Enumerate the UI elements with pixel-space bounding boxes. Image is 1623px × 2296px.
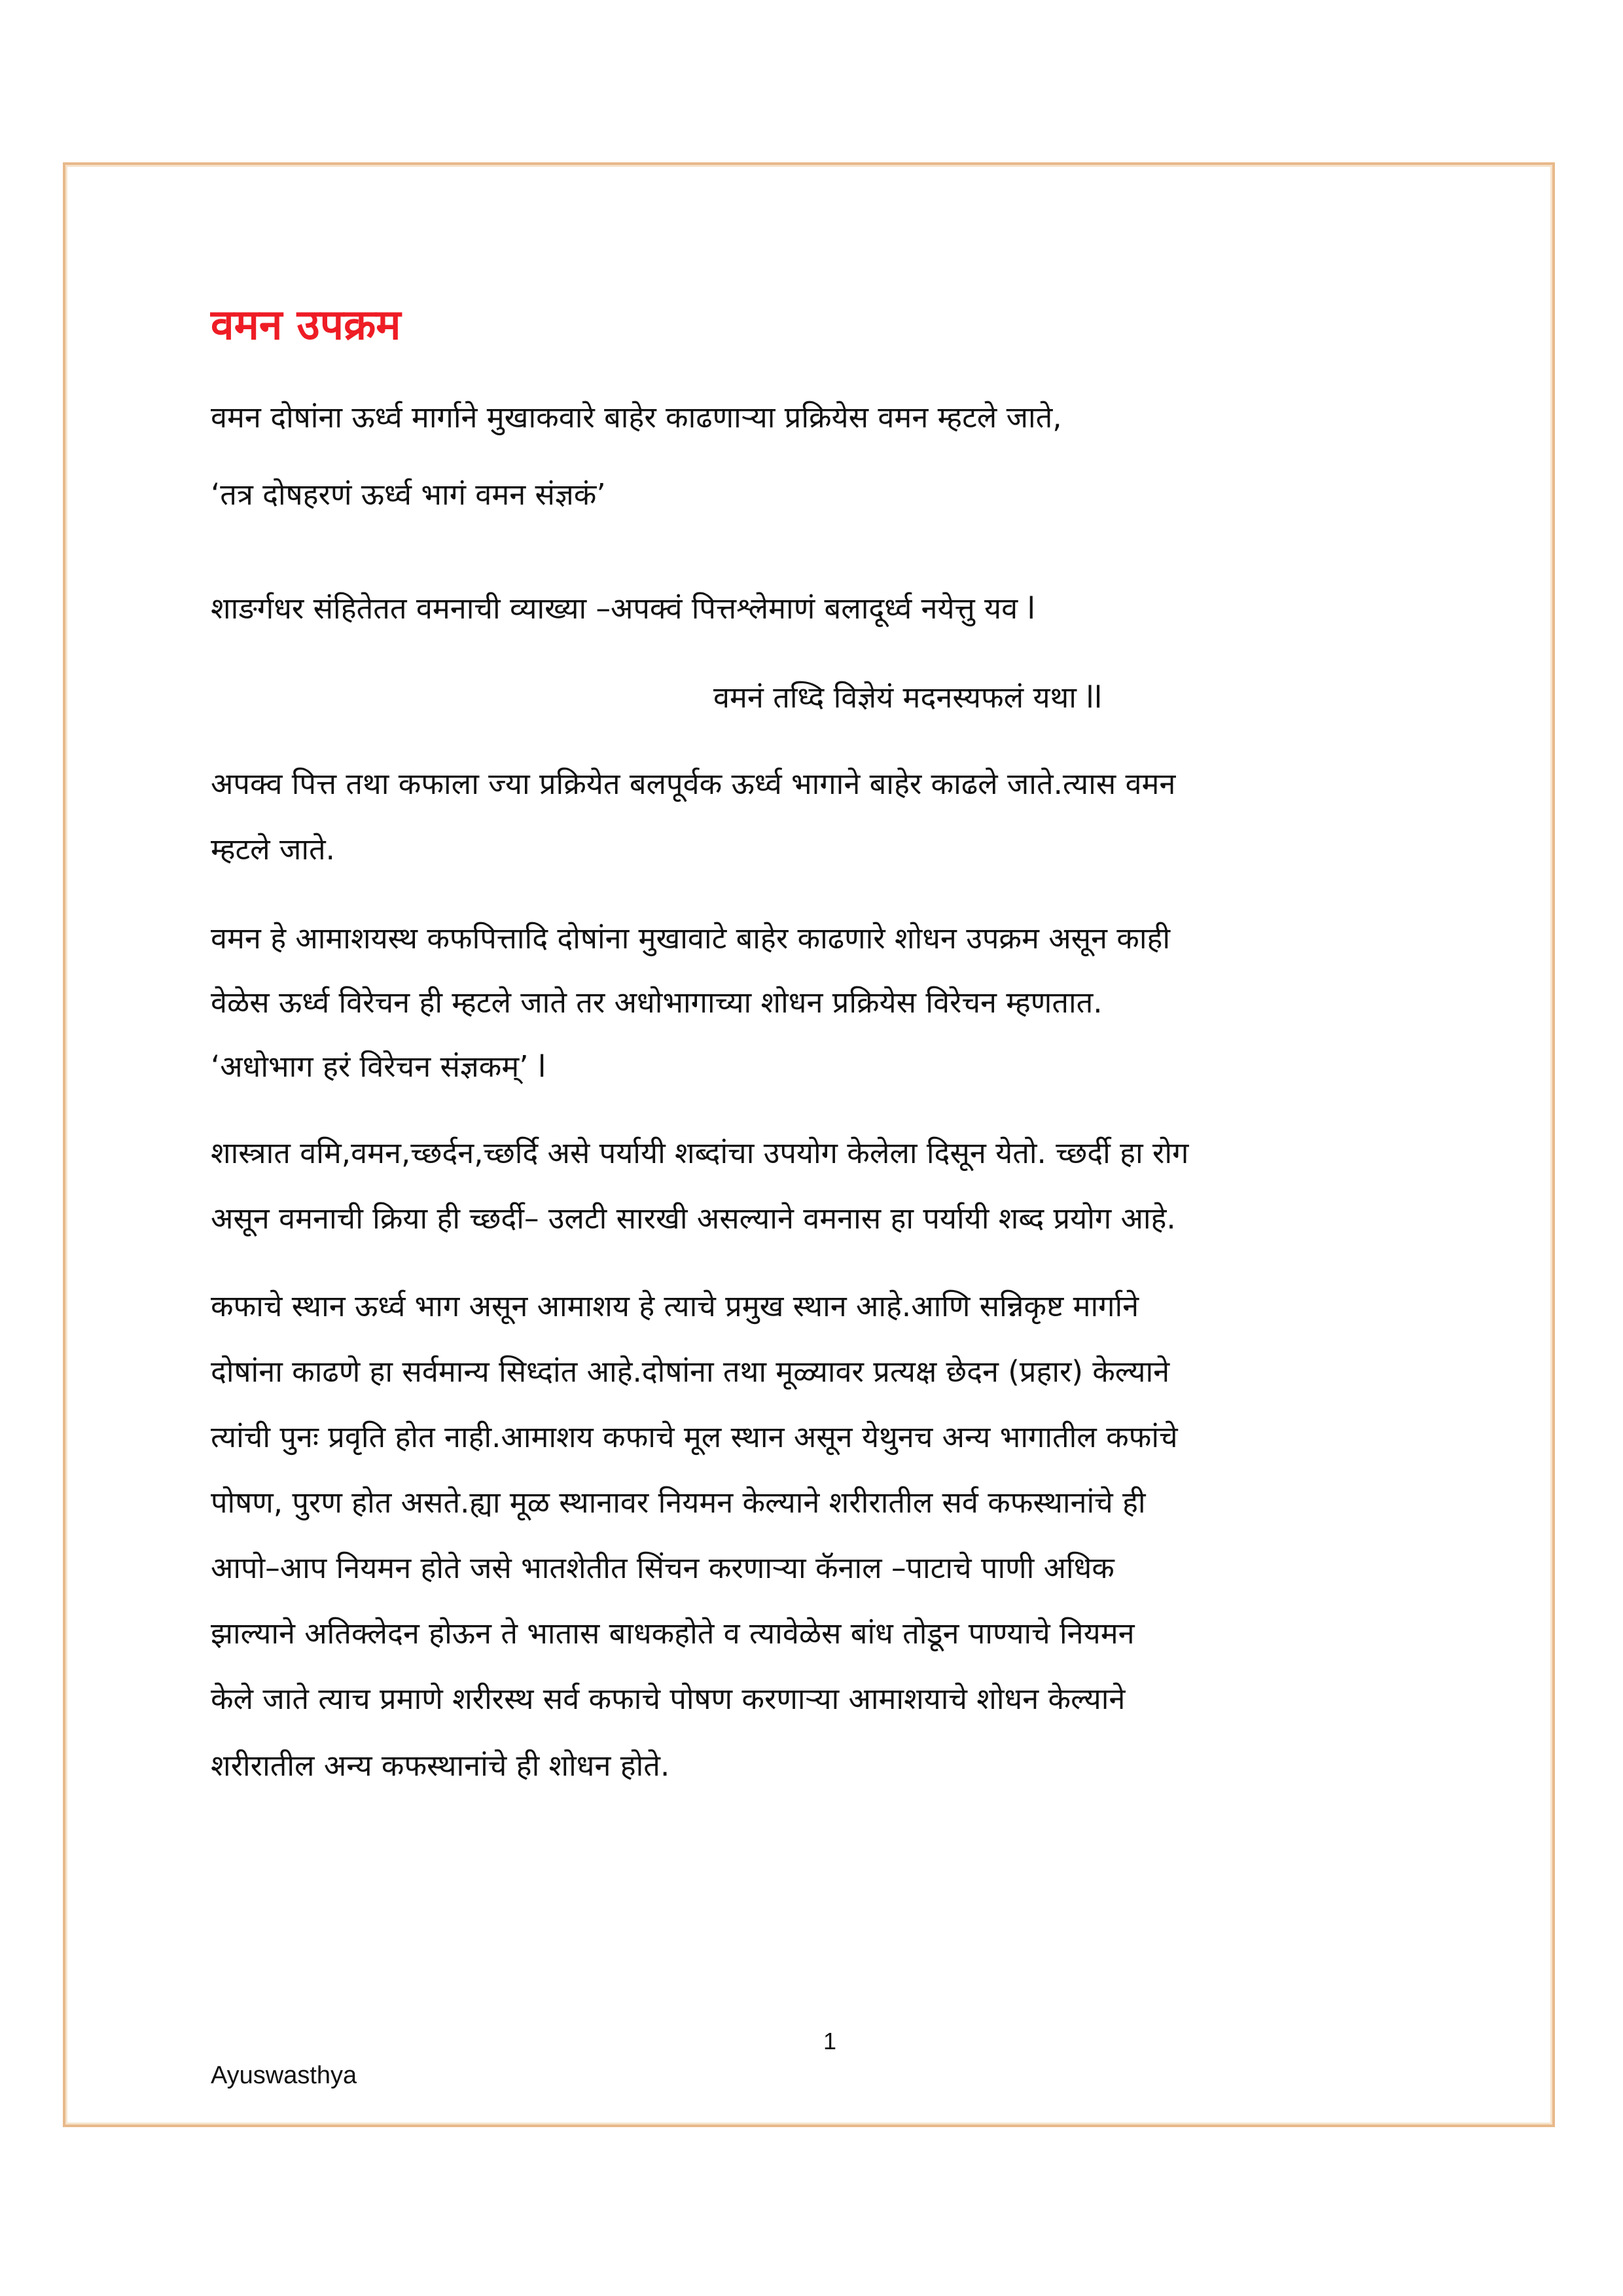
- text-line: अपक्व पित्त तथा कफाला ज्या प्रक्रियेत बलपूर्वक ऊर्ध्व भागाने बाहेर काढले जाते.त्यास वमन: [211, 766, 1176, 801]
- text-line: पोषण, पुरण होत असते.ह्या मूळ स्थानावर नियमन केल्याने शरीरातील सर्व कफस्थानांचे ही: [211, 1485, 1146, 1520]
- text-line: आपो–आप नियमन होते जसे भातशेतीत सिंचन करणाऱ्या कॅनाल –पाटाचे पाणी अधिक: [211, 1551, 1115, 1585]
- page-number: 1: [823, 2028, 837, 2054]
- text-line: ‘तत्र दोषहरणं ऊर्ध्व भागं वमन संज्ञकं’: [211, 477, 606, 512]
- text-line: वमनं तध्दि विज्ञेयं मदनस्यफलं यथा ll: [713, 680, 1103, 715]
- text-line: दोषांना काढणे हा सर्वमान्य सिध्दांत आहे.दोषांना तथा मूळ्यावर प्रत्यक्ष छेदन (प्रहार) केल्याने: [211, 1354, 1170, 1389]
- text-line: ‘अधोभाग हरं विरेचन संज्ञकम्’ l: [211, 1049, 546, 1084]
- footer-brand: Ayuswasthya: [211, 2062, 357, 2089]
- text-line: वमन हे आमाशयस्थ कफपित्तादि दोषांना मुखावाटे बाहेर काढणारे शोधन उपक्रम असून काही: [211, 921, 1171, 956]
- text-line: वमन दोषांना ऊर्ध्व मार्गाने मुखाकवारे बाहेर काढणाऱ्या प्रक्रियेस वमन म्हटले जाते,: [211, 400, 1062, 435]
- text-line: शरीरातील अन्य कफस्थानांचे ही शोधन होते.: [211, 1748, 670, 1783]
- text-line: त्यांची पुनः प्रवृति होत नाही.आमाशय कफाचे मूल स्थान असून येथुनच अन्य भागातील कफांचे: [211, 1420, 1178, 1454]
- page-title: वमन उपक्रम: [211, 301, 401, 350]
- text-line: म्हटले जाते.: [211, 832, 335, 867]
- text-line: असून वमनाची क्रिया ही च्छर्दी– उलटी सारखी असल्याने वमनास हा पर्यायी शब्द प्रयोग आहे.: [211, 1201, 1176, 1236]
- text-line: शाङर्गधर संहितेतत वमनाची व्याख्या –अपक्वं पित्तश्लेमाणं बलादूर्ध्व नयेत्तु यव l: [211, 591, 1035, 626]
- text-line: कफाचे स्थान ऊर्ध्व भाग असून आमाशय हे त्याचे प्रमुख स्थान आहे.आणि सन्निकृष्ट मार्गाने: [211, 1289, 1139, 1323]
- text-line: केले जाते त्याच प्रमाणे शरीरस्थ सर्व कफाचे पोषण करणाऱ्या आमाशयाचे शोधन केल्याने: [211, 1681, 1126, 1716]
- text-line: वेळेस ऊर्ध्व विरेचन ही म्हटले जाते तर अधोभागाच्या शोधन प्रक्रियेस विरेचन म्हणतात.: [211, 985, 1103, 1020]
- text-line: शास्त्रात वमि,वमन,च्छर्दन,च्छर्दि असे पर्यायी शब्दांचा उपयोग केलेला दिसून येतो. च्छर्दी हा रोग: [211, 1136, 1189, 1170]
- text-line: झाल्याने अतिक्लेदन होऊन ते भातास बाधकहोते व त्यावेळेस बांध तोडून पाण्याचे नियमन: [211, 1616, 1135, 1651]
